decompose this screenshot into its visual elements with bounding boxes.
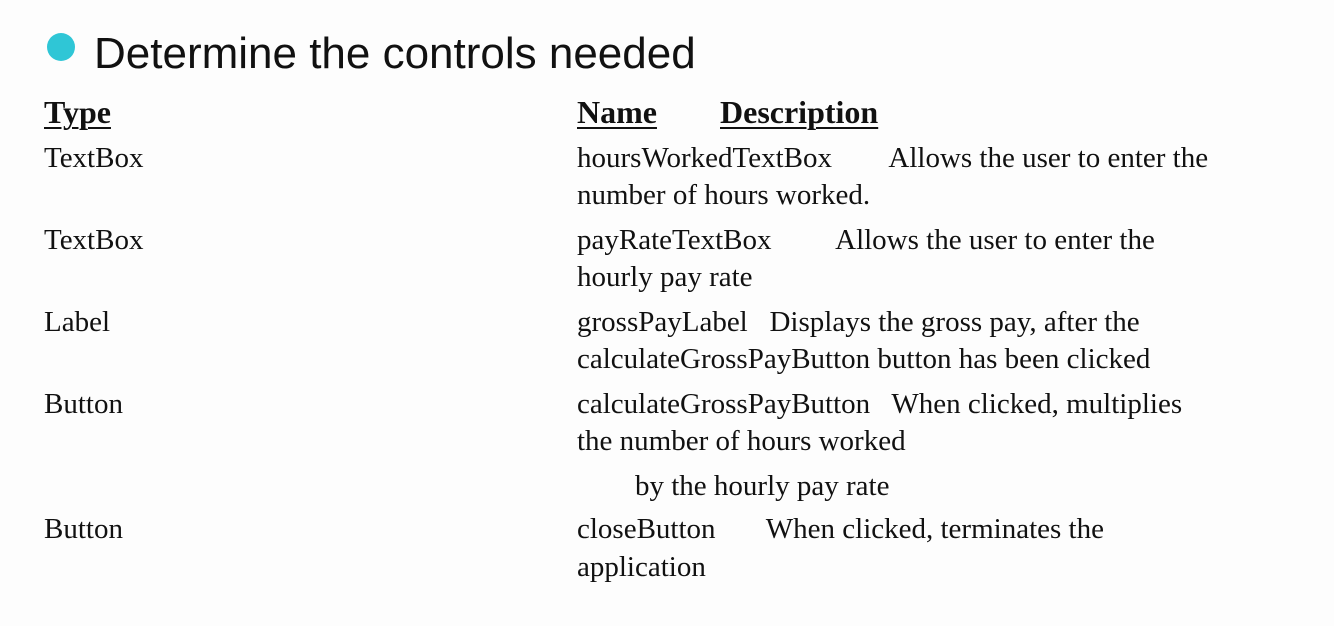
row-type: TextBox: [44, 224, 144, 256]
row-type: TextBox: [44, 142, 144, 174]
row-description-line: closeButton When clicked, terminates the: [577, 513, 1104, 545]
row-description-line: by the hourly pay rate: [577, 470, 890, 502]
row-type: Label: [44, 306, 111, 338]
row-type: Button: [44, 513, 123, 545]
row-description-line: number of hours worked.: [577, 179, 871, 211]
column-header-description: Description: [720, 94, 879, 130]
bullet-dot-icon: [47, 33, 75, 61]
column-header-type: Type: [44, 94, 111, 130]
row-description-line: application: [577, 551, 706, 583]
row-description-line: calculateGrossPayButton When clicked, multiplies: [577, 388, 1183, 420]
row-description-line: calculateGrossPayButton button has been clicked: [577, 343, 1151, 375]
row-description-line: grossPayLabel Displays the gross pay, after the: [577, 306, 1140, 338]
row-type: Button: [44, 388, 123, 420]
slide-heading: Determine the controls needed: [94, 29, 696, 78]
row-description-line: the number of hours worked: [577, 425, 906, 457]
column-header-name: Name: [577, 94, 657, 130]
row-description-line: payRateTextBox Allows the user to enter the: [577, 224, 1155, 256]
row-description-line: hoursWorkedTextBox Allows the user to enter the: [577, 142, 1209, 174]
row-description-line: hourly pay rate: [577, 261, 753, 293]
